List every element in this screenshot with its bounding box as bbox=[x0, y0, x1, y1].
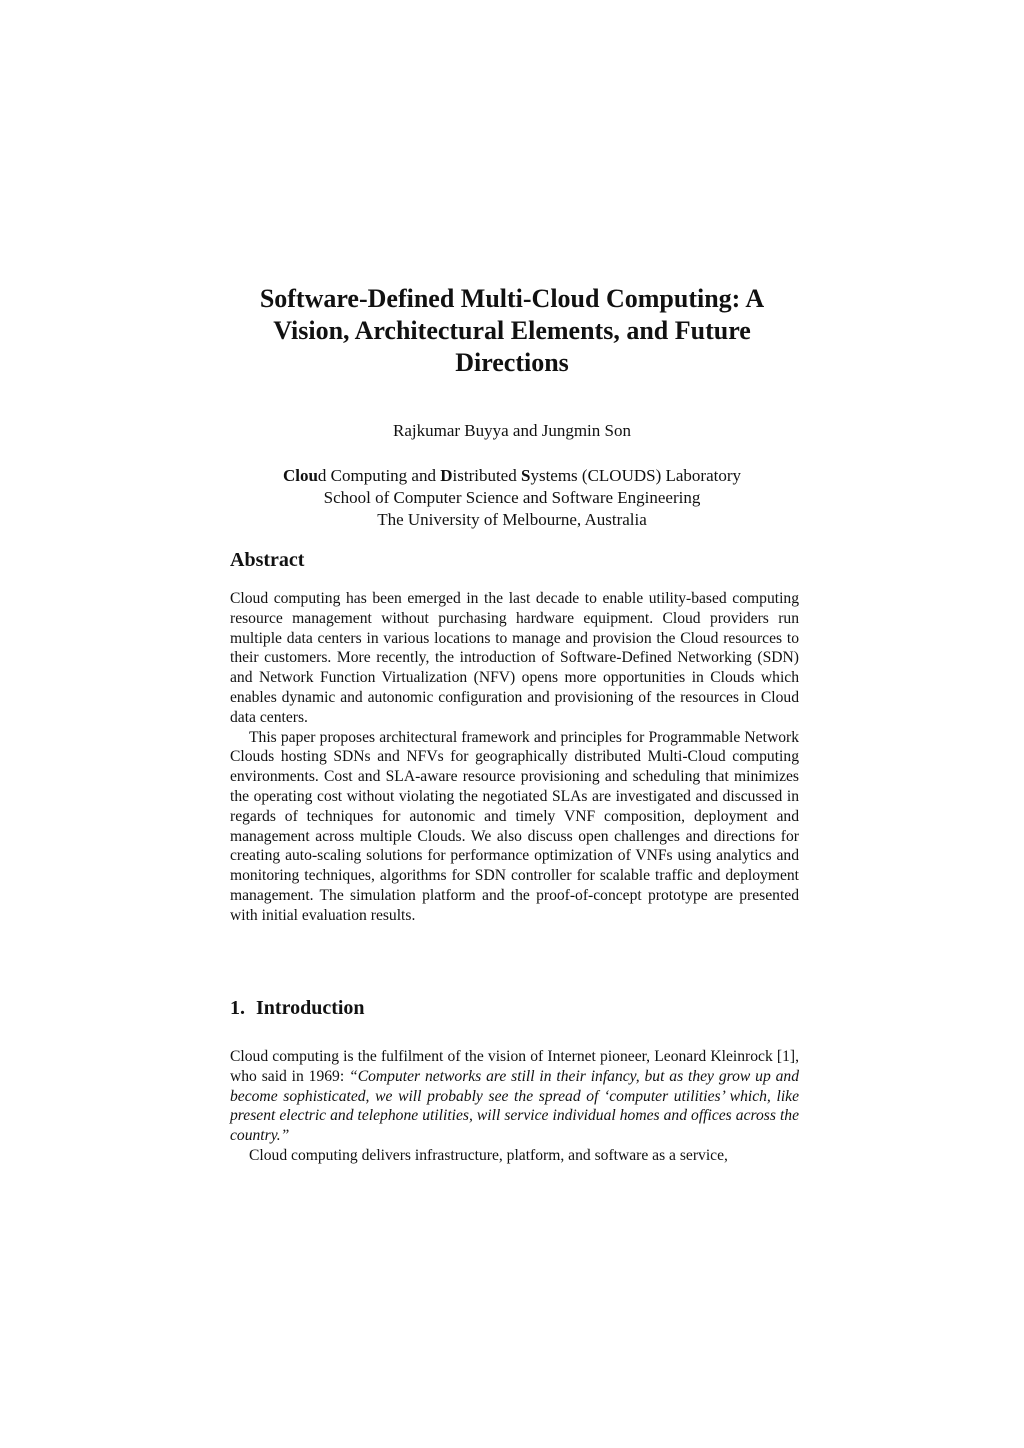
school-name: School of Computer Science and Software Engineering bbox=[323, 488, 701, 507]
lab-name-part: ystems (CLOUDS) Laboratory bbox=[530, 466, 742, 485]
author-list: Rajkumar Buyya and Jungmin Son bbox=[393, 421, 631, 440]
intro-paragraph: Cloud computing delivers infrastructure, platform, and software as a service, bbox=[249, 1146, 728, 1164]
abstract-body bbox=[230, 589, 799, 926]
affiliation bbox=[200, 465, 824, 531]
abstract-paragraph: This paper proposes architectural framework and principles for Programmable Network Clouds hosting SDNs and NFVs for geographically distributed Multi-Cloud computing environments. Cost and SLA-aware resource provisioning and scheduling that minimizes the operating cost without violating the negotiated SLAs are investigated and discussed in regards of techniques for autonomic and timely VNF composition, deployment and management across multiple Clouds. We also discuss open challenges and directions for creating auto-scaling solutions for performance optimization of VNFs using analytics and monitoring techniques, algorithms for SDN controller for scalable traffic and deployment management. The simulation platform and the proof-of-concept prototype are presented with initial evaluation results. bbox=[230, 728, 799, 924]
paper-title bbox=[200, 283, 824, 379]
section-heading-introduction bbox=[230, 996, 365, 1020]
intro-paragraph bbox=[230, 1047, 799, 1146]
abstract-paragraph: Cloud computing has been emerged in the last decade to enable utility-based computing resource management without purchasing hardware equipment. Cloud providers run multiple data centers in various locations to manage and provision the Cloud resources to their customers. More recently, the introduction of Software-Defined Networking (SDN) and Network Function Virtualization (NFV) opens more opportunities in Clouds which enables dynamic and autonomic configuration and provisioning of the resources in Cloud data centers. bbox=[230, 590, 799, 726]
university-name: The University of Melbourne, Australia bbox=[377, 510, 647, 529]
lab-name-part: S bbox=[520, 466, 531, 485]
introduction-body bbox=[230, 1047, 799, 1166]
lab-name bbox=[200, 465, 824, 487]
lab-name-part: Clou bbox=[282, 466, 318, 485]
lab-name-part: d Computing and bbox=[317, 466, 441, 485]
abstract-heading: Abstract bbox=[230, 549, 305, 571]
lab-name-part: istributed bbox=[452, 466, 521, 485]
intro-lead-text: Cloud computing is the fulfilment of the vision of Internet pioneer, Leonard Kleinrock [1], who said in 1969: bbox=[230, 1048, 799, 1085]
section-number: 1. bbox=[230, 997, 245, 1019]
section-title: Introduction bbox=[256, 997, 365, 1019]
title-line: Software-Defined Multi-Cloud Computing: A bbox=[259, 284, 765, 313]
title-line: Vision, Architectural Elements, and Future bbox=[273, 316, 751, 345]
lab-name-part: D bbox=[440, 466, 453, 485]
title-line: Directions bbox=[455, 348, 569, 377]
kleinrock-quote: “Computer networks are still in their infancy, but as they grow up and become sophisticated, we will probably see the spread of ‘computer utilities’ which, like present electric and telephone utilities, will service individual homes and offices across the country.” bbox=[230, 1067, 799, 1145]
